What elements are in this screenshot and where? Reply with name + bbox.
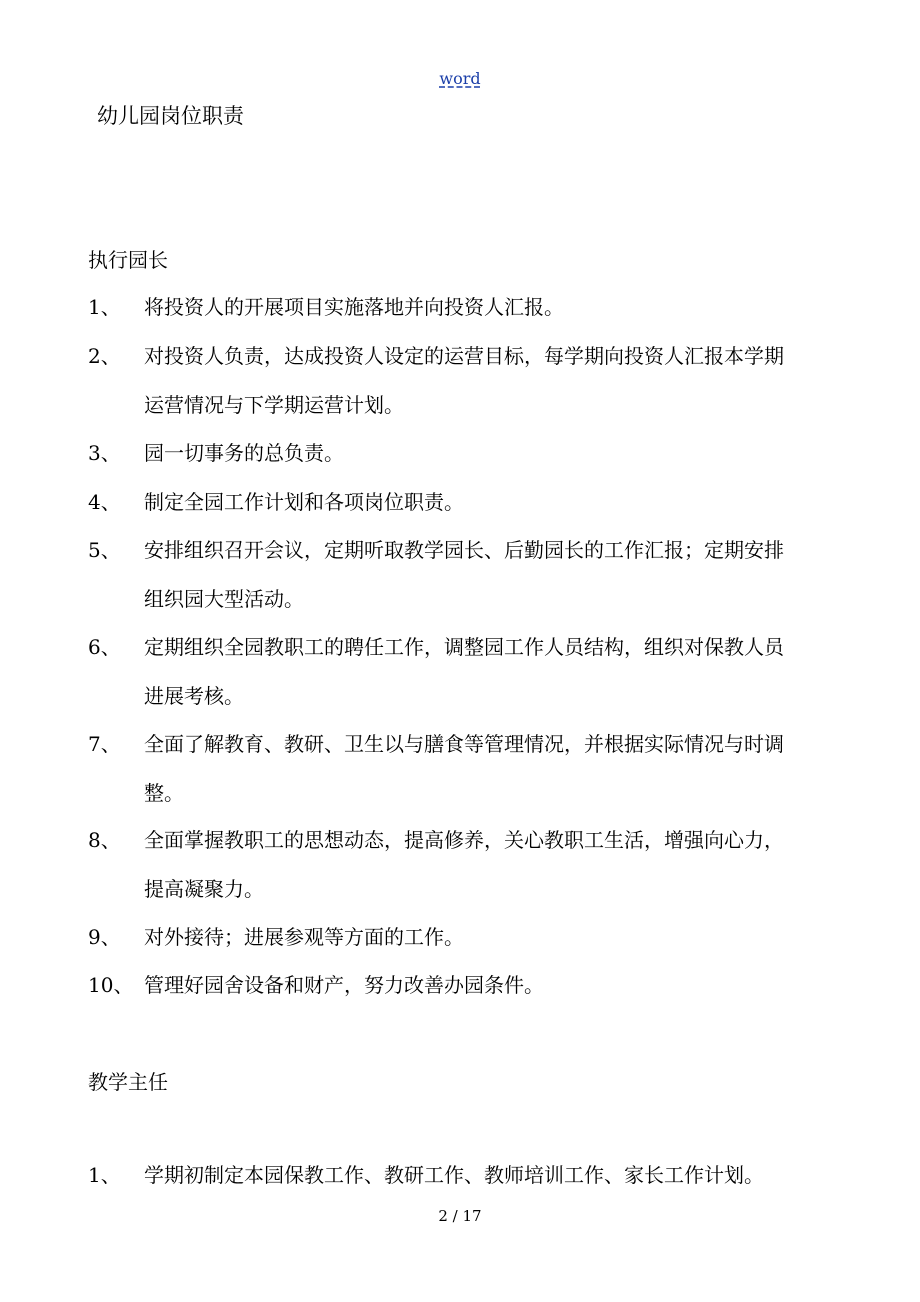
list-item [88,478,848,527]
item-text: 对投资人负责，达成投资人设定的运营目标，每学期向投资人汇报本学期 运营情况与下学期运营计划。 [144,344,784,417]
list-item [88,283,848,332]
document-title: 幼儿园岗位职责 [97,104,244,128]
item-text: 定期组织全园教职工的聘任工作，调整园工作人员结构，组织对保教人员 进展考核。 [144,635,784,708]
item-number: 4、 [88,490,121,514]
list-item [88,720,848,818]
list-item [88,332,848,430]
list-item [88,961,848,1010]
item-number: 9、 [88,925,121,949]
section-heading-executive-director: 执行园长 [88,248,168,272]
item-text: 全面掌握教职工的思想动态，提高修养，关心教职工生活，增强向心力， 提高凝聚力。 [144,828,784,901]
item-text: 管理好园舍设备和财产，努力改善办园条件。 [144,973,544,997]
item-text: 安排组织召开会议，定期听取教学园长、后勤园长的工作汇报；定期安排 组织园大型活动。 [144,538,784,611]
item-number: 8、 [88,828,121,852]
item-text: 将投资人的开展项目实施落地并向投资人汇报。 [144,295,564,319]
item-number: 1、 [88,1163,121,1187]
list-item [88,913,848,962]
item-number: 6、 [88,635,121,659]
item-text: 对外接待；进展参观等方面的工作。 [144,925,464,949]
item-number: 1、 [88,295,121,319]
header-word-link[interactable]: word [439,69,481,88]
section-heading-teaching-director: 教学主任 [88,1070,168,1094]
list-item [88,526,848,624]
item-number: 5、 [88,538,121,562]
item-number: 3、 [88,441,121,465]
item-text: 全面了解教育、教研、卫生以与膳食等管理情况，并根据实际情况与时调 整。 [144,732,784,805]
item-text: 学期初制定本园保教工作、教研工作、教师培训工作、家长工作计划。 [144,1163,764,1187]
item-number: 2、 [88,344,121,368]
list-item [88,429,848,478]
item-number: 7、 [88,732,121,756]
item-text: 制定全园工作计划和各项岗位职责。 [144,490,464,514]
list-item [88,1151,848,1200]
item-number: 10、 [88,973,134,997]
list-item [88,816,848,914]
page-number: 2 / 17 [438,1207,482,1225]
item-text: 园一切事务的总负责。 [144,441,344,465]
list-item [88,623,848,721]
